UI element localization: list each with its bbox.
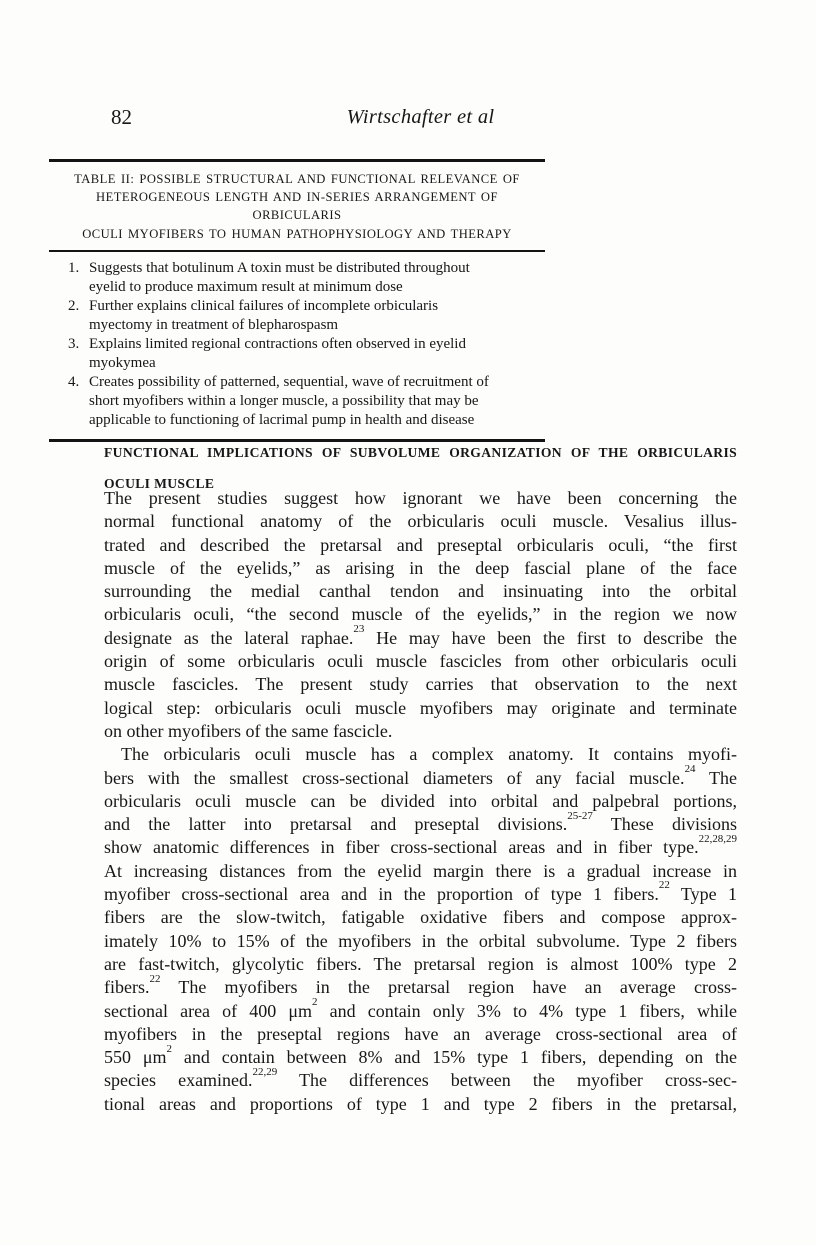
body-line (104, 580, 737, 603)
body-line (104, 623, 737, 650)
item-number: 2. (68, 297, 80, 314)
text-segment: myokymea (89, 354, 156, 371)
text-segment: surrounding the medial canthal tendon and insinuating into the orbital (104, 581, 737, 602)
citation-superscript: 22,28,29 (698, 832, 737, 845)
text-segment: orbicularis oculi, “the second muscle of the eyelids,” in the region we now (104, 604, 737, 625)
body-line (104, 906, 737, 929)
text-segment: myectomy in treatment of blepharospasm (89, 316, 339, 333)
text-segment: short myofibers within a longer muscle, a possibility that may be (89, 392, 479, 409)
body-line (104, 720, 737, 743)
body-paragraph (104, 743, 737, 1116)
text-segment: eyelid to produce maximum result at minimum dose (89, 278, 403, 295)
body-text (104, 487, 737, 1116)
text-segment: bers with the smallest cross-sectional diameters of any facial muscle. (104, 767, 685, 788)
text-segment: myofibers in the preseptal regions have an average cross-sectional area of (104, 1023, 737, 1044)
body-line (104, 743, 737, 766)
body-line (104, 697, 737, 720)
text-segment: species examined. (104, 1070, 253, 1091)
citation-superscript: 22 (149, 972, 161, 985)
table-title-line (61, 188, 533, 224)
body-line (104, 510, 737, 533)
text-segment: logical step: orbicularis oculi muscle myofibers may originate and terminate (104, 697, 737, 718)
table-ii (49, 159, 545, 442)
body-line (104, 879, 738, 906)
item-text (89, 373, 541, 430)
text-segment: applicable to functioning of lacrimal pump in health and disease (89, 411, 475, 428)
text-segment: and contain only 3% to 4% type 1 fibers, while (317, 1000, 737, 1021)
text-segment: are fast-twitch, glycolytic fibers. The pretarsal region is almost 100% type 2 (104, 953, 737, 974)
text-segment: OCULI MYOFIBERS TO HUMAN PATHOPHYSIOLOGY AND THERAPY (82, 226, 512, 241)
text-segment: muscle fascicles. The present study carries that observation to the next (104, 674, 737, 695)
text-segment: OCULI MUSCLE (104, 475, 215, 491)
body-line (104, 1023, 737, 1046)
item-number: 4. (68, 373, 80, 390)
text-segment: designate as the lateral raphae. (104, 627, 354, 648)
text-segment: TABLE II: POSSIBLE STRUCTURAL AND FUNCTIONAL RELEVANCE OF (74, 172, 520, 186)
body-line (104, 832, 737, 859)
item-line (89, 411, 541, 430)
body-line (104, 762, 737, 790)
body-line (104, 930, 737, 953)
text-segment: trated and described the pretarsal and preseptal orbicularis oculi, “the first (104, 534, 737, 555)
text-segment: fibers are the slow-twitch, fatigable oxidative fibers and compose approx- (104, 907, 737, 928)
body-line (104, 972, 737, 999)
body-line (104, 1042, 738, 1069)
table-title-line (61, 225, 533, 243)
text-segment: and the latter into pretarsal and preseptal divisions. (104, 814, 568, 835)
page-number: 82 (111, 105, 132, 129)
text-segment: The (695, 767, 737, 788)
text-segment: At increasing distances from the eyelid margin there is a gradual increase in (104, 860, 737, 881)
table-items (49, 252, 545, 439)
body-line (104, 534, 737, 557)
item-line (89, 278, 541, 297)
text-segment: muscle of the eyelids,” as arising in the deep fascial plane of the face (104, 557, 737, 578)
item-text (89, 335, 541, 373)
text-segment: Type 1 (669, 884, 738, 905)
table-item (68, 373, 541, 430)
text-segment: The orbicularis oculi muscle has a complex anatomy. It contains myofi- (121, 744, 737, 765)
table-item (68, 297, 541, 335)
table-title (49, 162, 545, 247)
text-segment: and contain between 8% and 15% type 1 fibers, depending on the (172, 1047, 738, 1068)
item-number: 3. (68, 335, 80, 352)
table-item (68, 335, 541, 373)
text-segment: Explains limited regional contractions often observed in eyelid (89, 335, 466, 352)
text-segment: He may have been the first to describe the (364, 627, 737, 648)
citation-superscript: 22,29 (252, 1065, 278, 1078)
text-segment: The myofibers in the pretarsal region have an average cross- (160, 977, 737, 998)
item-line (89, 297, 541, 316)
text-segment: show anatomic differences in fiber cross-sectional areas and in fiber type. (104, 837, 699, 858)
body-line (104, 650, 737, 673)
body-line (104, 860, 737, 883)
text-segment: imately 10% to 15% of the myofibers in the orbital subvolume. Type 2 fibers (104, 930, 737, 951)
body-line (104, 1065, 737, 1092)
text-segment: The differences between the myofiber cross-sec- (277, 1070, 737, 1091)
text-segment: tional areas and proportions of type 1 and type 2 fibers in the pretarsal, (104, 1093, 737, 1114)
citation-superscript: 2 (312, 995, 318, 1008)
table-title-line (61, 170, 533, 188)
text-segment: These divisions (592, 814, 737, 835)
citation-superscript: 2 (166, 1042, 173, 1055)
body-line (104, 557, 737, 580)
text-segment: HETEROGENEOUS LENGTH AND IN-SERIES ARRANGEMENT OF ORBICULARIS (96, 190, 498, 223)
text-segment: normal functional anatomy of the orbicularis oculi muscle. Vesalius illus- (104, 511, 737, 532)
body-line (104, 953, 737, 976)
item-line (89, 354, 541, 373)
text-segment: origin of some orbicularis oculi muscle fascicles from other orbicularis oculi (104, 651, 737, 672)
citation-superscript: 22 (658, 879, 670, 892)
table-item (68, 259, 541, 297)
text-segment: Further explains clinical failures of incomplete orbicularis (89, 297, 439, 314)
citation-superscript: 23 (353, 623, 365, 636)
body-line (104, 809, 737, 836)
text-segment: FUNCTIONAL IMPLICATIONS OF SUBVOLUME ORGANIZATION OF THE ORBICULARIS (104, 445, 737, 460)
citation-superscript: 25-27 (567, 809, 593, 822)
item-line (89, 373, 541, 392)
item-line (89, 259, 541, 278)
item-text (89, 259, 541, 297)
text-segment: Creates possibility of patterned, sequential, wave of recruitment of (89, 373, 489, 390)
text-segment: The present studies suggest how ignorant we have been concerning the (104, 488, 737, 508)
body-line (104, 673, 737, 696)
item-line (89, 316, 541, 335)
body-line (104, 790, 737, 813)
text-segment: myofiber cross-sectional area and in the proportion of type 1 fibers. (104, 884, 659, 905)
body-line (104, 995, 737, 1023)
item-line (89, 335, 541, 354)
body-line (104, 603, 737, 626)
section-heading-line (104, 438, 737, 469)
citation-superscript: 24 (684, 762, 696, 775)
text-segment: fibers. (104, 977, 150, 998)
item-text (89, 297, 541, 335)
text-segment: Suggests that botulinum A toxin must be distributed throughout (89, 259, 470, 276)
body-line (104, 1093, 737, 1116)
item-number: 1. (68, 259, 80, 276)
text-segment: 550 μm (104, 1047, 167, 1068)
item-line (89, 392, 541, 411)
running-head-row (104, 104, 737, 130)
text-segment: sectional area of 400 μm (104, 1000, 313, 1021)
body-paragraph (104, 487, 737, 743)
text-segment: on other myofibers of the same fascicle. (104, 720, 393, 741)
text-segment: orbicularis oculi muscle can be divided into orbital and palpebral portions, (104, 790, 737, 811)
running-head: Wirtschafter et al (346, 106, 495, 128)
body-line (104, 487, 737, 510)
